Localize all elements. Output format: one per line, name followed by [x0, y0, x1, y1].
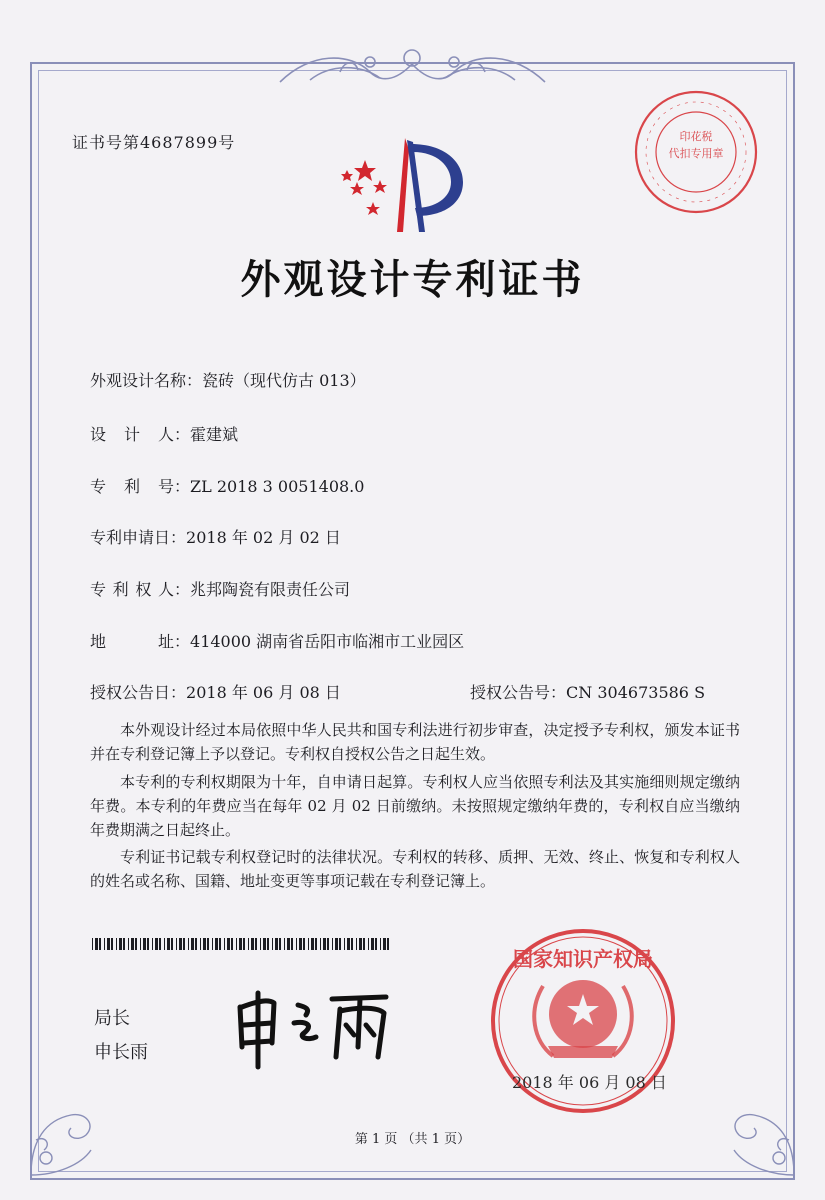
field-label: 授权公告日	[90, 683, 171, 702]
field-announcement-number	[470, 680, 705, 703]
field-label: 专利号	[90, 477, 174, 496]
field-grant-date	[90, 680, 341, 703]
certificate-title: 外观设计专利证书	[240, 256, 585, 303]
paragraph-term: 本专利的专利权期限为十年，自申请日起算。专利权人应当依照专利法及其实施细则规定缴纳年费。本专利的年费应当在每年 02 月 02 日前缴纳。未按照规定缴纳年费的，专利权自应当缴纳年费期满之日起终止。	[90, 773, 740, 839]
paragraph-grant: 本外观设计经过本局依照中华人民共和国专利法进行初步审查，决定授予专利权，颁发本证书并在专利登记簿上予以登记。专利权自授权公告之日起生效。	[90, 721, 740, 763]
field-address	[90, 629, 464, 652]
field-label: 授权公告号	[470, 683, 551, 702]
field-label: 专利申请日	[90, 528, 171, 547]
field-value: ZL 2018 3 0051408.0	[190, 477, 365, 496]
field-label: 专利权人	[90, 580, 174, 599]
field-colon: ：	[170, 528, 187, 547]
field-value: 414000 湖南省岳阳市临湘市工业园区	[190, 632, 465, 651]
director-signature-icon	[228, 985, 428, 1070]
field-application-date	[90, 525, 341, 548]
field-designer	[90, 422, 238, 445]
field-colon: ：	[174, 632, 191, 651]
top-ornament-icon	[270, 42, 555, 90]
field-colon: ：	[550, 683, 567, 702]
field-value: 2018 年 06 月 08 日	[186, 683, 341, 702]
field-colon: ：	[186, 371, 203, 390]
tax-seal-line1: 印花税	[679, 130, 713, 143]
field-colon: ：	[170, 683, 187, 702]
tax-seal-text	[632, 128, 760, 162]
field-colon: ：	[174, 580, 191, 599]
field-patent-number	[90, 474, 364, 497]
field-label: 外观设计名称	[90, 371, 187, 390]
cnipa-seal-ring-text: 国家知识产权局	[513, 947, 653, 971]
director-name: 申长雨	[94, 1042, 148, 1063]
field-value: CN 304673586 S	[566, 683, 706, 702]
barcode-icon	[92, 938, 392, 950]
field-patentee	[90, 577, 350, 600]
paragraph-legal-status: 专利证书记载专利权登记时的法律状况。专利权的转移、质押、无效、终止、恢复和专利权人的姓名或名称、国籍、地址变更等事项记载在专利登记簿上。	[90, 848, 740, 890]
field-value: 霍建斌	[190, 425, 239, 444]
field-colon: ：	[174, 425, 191, 444]
field-value: 2018 年 02 月 02 日	[186, 528, 341, 547]
field-colon: ：	[174, 477, 191, 496]
certificate-number: 证书号第4687899号	[72, 133, 236, 152]
field-value: 瓷砖（现代仿古 013）	[202, 371, 366, 390]
field-label: 设计人	[90, 425, 174, 444]
cnipa-logo-icon	[335, 130, 475, 240]
tax-seal-line2: 代扣专用章	[668, 147, 724, 160]
page-number: 第 1 页 （共 1 页）	[354, 1132, 471, 1147]
field-value: 兆邦陶瓷有限责任公司	[190, 580, 351, 599]
field-label: 地址	[90, 632, 174, 651]
field-design-name	[90, 368, 366, 391]
director-title: 局长	[94, 1008, 130, 1029]
seal-date: 2018 年 06 月 08 日	[512, 1073, 667, 1092]
